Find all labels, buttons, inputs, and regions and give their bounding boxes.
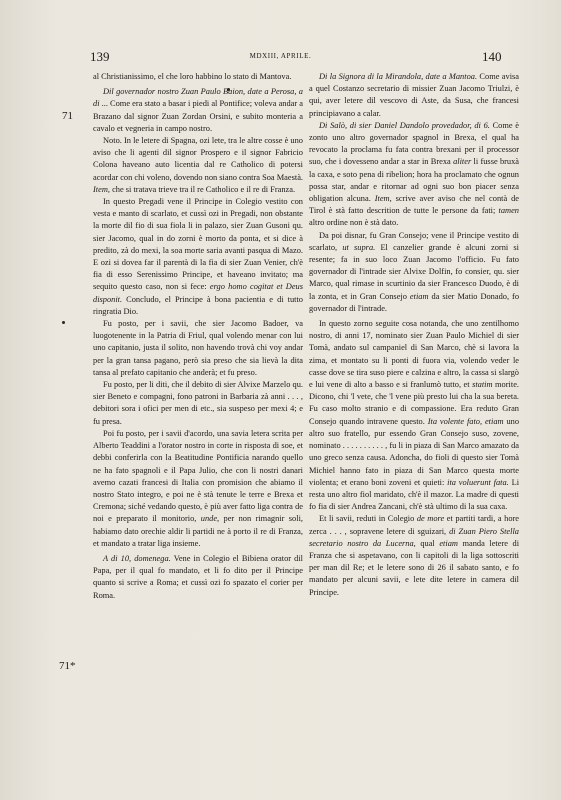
italic-term: unde,: [200, 514, 220, 524]
text: li fusse bruxà la caxa, e soto pena di ribelion; hora ha proclamato che ognun possa star, andar e ritornar ad ogni suo bon piacer senza obligation alcuna.: [309, 157, 520, 204]
text: In questo Pregadi vene il Principe in Colegio vestito con vesta e manto di scarlato, et cussì ozi in Pregadi, non obstante la morte dil fio di sua fiola li in palazo, sier Zuan Gusoni qu. sier Jacomo, qual in do zorni è morto da ponta, et si dice à predito, zà do mexi, la soa morte saria avanti pasqua di Mazo. E ozi si dovea far il parentà di la fia di sier Zuan Venier, ch'è fia di esso Serenissimo Principe, et haveano invitato; ma sequito questo caso, non si fece:: [93, 197, 303, 292]
text: che si tratava trieve tra il re Catholico e il re di Franza.: [112, 184, 296, 194]
text: In questo zorno seguite cosa notanda, che uno zentilhomo nostro, di anni 17, nominato sier Zuan Paulo Michiel di sier Tomà, andato sul campaniel di San Marco, chè si lavora la zima, et montato su li ponti di fuora via, volendo veder le casse dove se tira suso piere e calzina e altro, la cassa si slargò e lui vene di alto a basso e si franlumò tutto, et: [309, 319, 519, 390]
paragraph: [309, 230, 519, 315]
page-number-left: 139: [90, 49, 110, 64]
page-number-right: 140: [482, 49, 502, 64]
text: Come è zonto uno altro governador spagnol in Brexa, el qual ha revocato la proclama fu fata contra brexani per il processor suo, che i dovesseno andar a star in Brexa: [309, 120, 519, 167]
italic-term: de more: [416, 514, 445, 524]
italic-term: Item,: [374, 194, 392, 204]
text: uno altro suo fratello, pur essendo Gran Consejo suso, zovene, nominato . . . . . . . . . . , fu li in piaza di San Marco amazato da uno greco senza causa. Adoncha, do fioli di questo sier Tomà Michiel hanno fato in piaza di San Marco questa morte violenta; et erano boni zoveni et quieti:: [309, 416, 519, 487]
paragraph: [93, 553, 303, 602]
page-header: [0, 49, 561, 65]
dispatch-heading: Dil governador nostro Zuan Paulo Baion, date a Perosa, a di: [93, 87, 303, 109]
left-column: [93, 71, 303, 602]
paragraph: [93, 86, 303, 135]
text: Vene in Colegio el Bibiena orator dil Papa, per il qual fo mandato, et li fo dito per il Principe quanto si scrive a Roma; et cussì ozi fo spazato el corier per Roma.: [93, 553, 303, 600]
paragraph: [309, 513, 519, 598]
italic-term: etiam: [409, 291, 429, 301]
margin-bullet-mark: [62, 321, 65, 324]
paragraph: [93, 379, 303, 428]
italic-phrase: di Zuan Piero Stella secretario nostro da Lucerna,: [309, 526, 519, 548]
italic-term: aliter: [453, 157, 472, 167]
italic-term: Item,: [93, 184, 110, 194]
paragraph: [93, 428, 303, 550]
text: qual: [420, 538, 435, 548]
text: et partiti tardi, a hore zerca . . . , sopravene letere di sguizari,: [309, 514, 520, 536]
dispatch-heading: Di la Signora di la Mirandola, date a Mantoa.: [319, 72, 478, 81]
text: per non rimagnir soli, habiamo dato orechie aldir li partidi ne à porto il re di Franza, et mandato a tratar liga insieme.: [93, 514, 303, 548]
paragraph: [93, 318, 303, 379]
paragraph: [93, 135, 303, 196]
italic-phrase: ergo homo cogitat et Deus disponit.: [93, 282, 304, 304]
paragraph: [93, 196, 303, 318]
right-column: [309, 71, 519, 599]
paragraph: [309, 318, 519, 513]
text: Li resta uno altro fiol maridato, ch'è il mazor. La madre di questi fo fia di sier Andrea Zancani, ch'è stà ultimo di la sua caxa.: [309, 477, 520, 512]
text: Come avisa a quel Costanzo secretario di missier Zuan Jacomo Triulzi, è qui, aver letere dil vescovo di Aste, da Susa, che francesi principiavano a calar.: [309, 72, 520, 118]
paragraph: [93, 71, 303, 83]
text: Et li savii, reduti in Colegio: [319, 514, 415, 524]
italic-phrase: ita voluerunt fata.: [447, 477, 509, 487]
margin-number-71-star: 71*: [59, 660, 76, 672]
italic-term: tamen: [498, 206, 519, 216]
italic-term: statim: [472, 380, 493, 390]
text: Fu posto, per li diti, che il debito di sier Alvixe Marzelo qu. sier Beneto e compagni, fono patroni in Barbaria zà anni . . . , debitori sora i ofici per men di etc., sia suspeso per mexi 4; e fu presa.: [93, 380, 303, 426]
paragraph: [309, 71, 519, 120]
text: altro ordine non è stà dato.: [309, 218, 399, 228]
running-title: MDXIII, APRILE.: [249, 52, 312, 60]
date-heading: A di 10, domenega.: [103, 553, 171, 563]
text: da sier Matio Donado, fo governador di l'intrade.: [309, 291, 520, 313]
text: Da poi disnar, fu Gran Consejo; vene il Principe vestito di scarlato,: [309, 230, 519, 252]
text: ... Come era stato a basar i piedi al Pontifice; voleva andar a Brazano dal signor Zuan Zordan Orsini, e subito monteria a cavalo et vegneria in campo nostro.: [93, 99, 304, 133]
margin-number-71: 71: [62, 110, 73, 122]
text: manda letere di Franza che si aspetavano, con li capitoli di la liga sottoscriti per man dil Re; et le letere sono di 26 il sabato santo, e fo mandato per alcuni savii, e lete dite letere in camera dil Principe.: [309, 538, 520, 597]
text: Concludo, el Principe à bona pacientia e di tutto ringratia Dio.: [93, 294, 303, 316]
text: Poi fu posto, per i savii d'acordo, una savia letera scrita per Alberto Teaddini a l'orator nostro in corte in risposta di soe, et debbi conferirla con la Beatitudine Pontificia narando quello ne ha fato spagnoli e il Papa Julio, che con li nostri danari avemo cazati francesi di Italia con promision che abiamo il nostro Stato integro, e poi ne è stà tenute le terre e Brexa et Cremona; siché vedando questo, è più aver fatto liga contra de noi e preparato il monitorio,: [93, 428, 303, 524]
text: Noto. In le letere di Spagna, ozi lete, tra le altre cosse è uno aviso che li agenti dil signor Prospero e il signor Fabricio Colona haveano auto licentia dal re Catholico di potersi acordar con chi voleno, dovendo non siano contra Soa Maestà.: [93, 136, 304, 182]
italic-phrase: Ita volente fato, etiam: [427, 416, 504, 426]
italic-term: etiam: [439, 538, 458, 548]
italic-term: ut supra.: [342, 242, 376, 252]
text: morite. Dicono, chi 'l vete, che 'l vene più presto lui cha la sua bereta. Fu caso molto stranio e di compassione. Era reduto Gran Consejo quando intravene questo.: [309, 380, 520, 426]
text: al Christianissimo, el che loro habbino lo stato di Mantova.: [93, 72, 292, 81]
dispatch-heading: Di Salò, di sier Daniel Dandolo provedador, di 6.: [319, 120, 490, 130]
paragraph: [309, 120, 519, 230]
text: scrive aver aviso che nel contà de Tirol è stà fatto descrition de tutte le persone da fati;: [309, 194, 519, 216]
text: Fu posto, per i savii, che sier Jacomo Badoer, va luogotenente in la Patria di Friul, qual volendo menar con lui uno capitanio, justa il solito, non havendo trovà chi voy andar per la gran tansa pagano, però sia preso che sia lievà la dita tansa al prefato capitanio che anderà; et fu preso.: [93, 319, 303, 377]
text: El canzelier grande è alcuni zorni si resente; fa in suo loco Zuan Jacomo l'officio. Fu fato governador di l'intrade sier Alvixe Dolfin, fo consier, qu. sier Marco, qual rimase in scurtinio da sier Francesco Duodo, è di la zonta, et in Gran Consejo: [309, 242, 520, 301]
